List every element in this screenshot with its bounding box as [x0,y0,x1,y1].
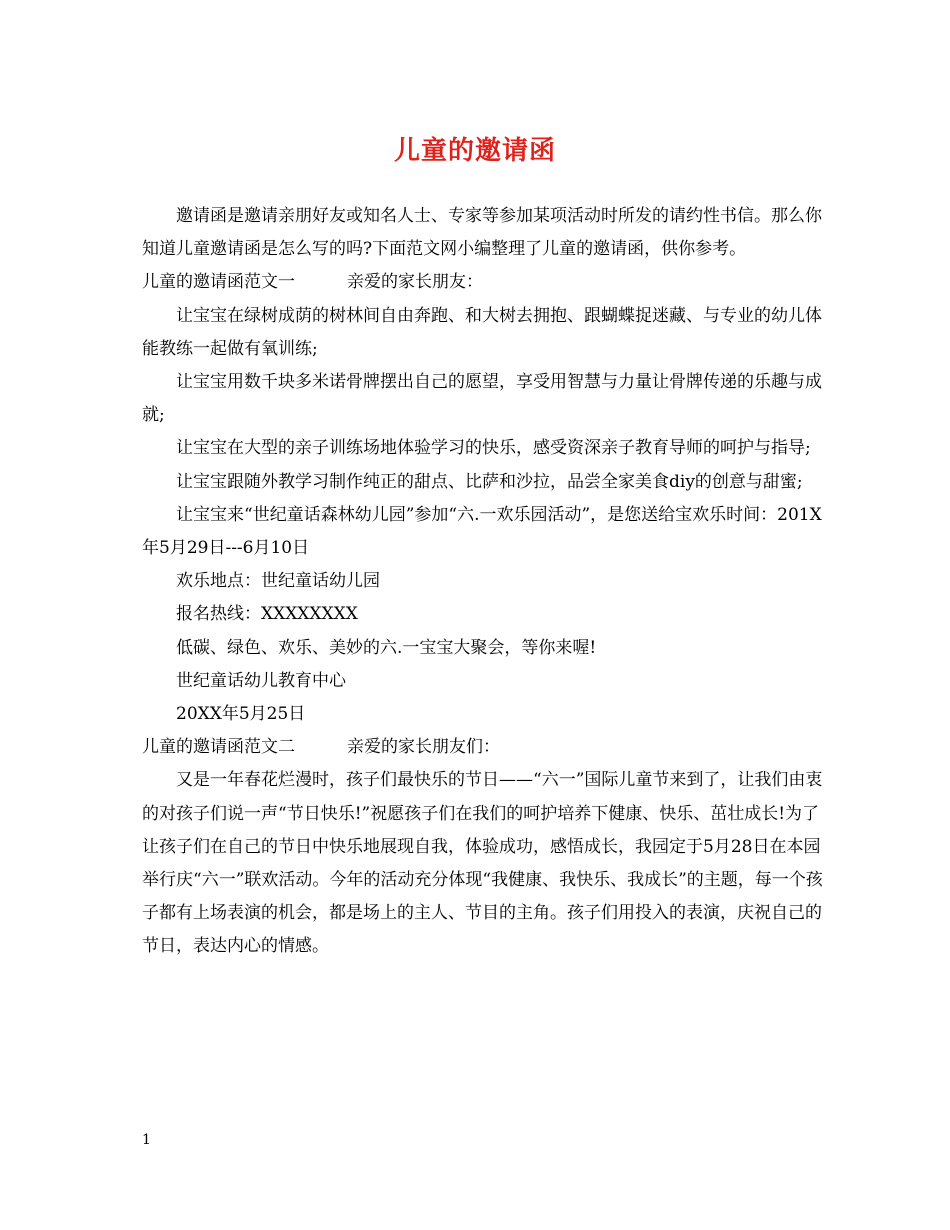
registration-hotline: 报名热线：XXXXXXXX [176,604,358,625]
sample1-paragraph: 让宝宝跟随外教学习制作纯正的甜点、比萨和沙拉，品尝全家美食diy的创意与甜蜜; [176,471,803,492]
sample1-paragraph: 让宝宝用数千块多米诺骨牌摆出自己的愿望，享受用智慧与力量让骨牌传递的乐趣与成就; [142,372,822,426]
sample1-slogan: 低碳、绿色、欢乐、美妙的六.一宝宝大聚会，等你来喔! [176,637,597,658]
sample1-salutation: 亲爱的家长朋友： [347,272,483,293]
sample1-date: 20XX年5月25日 [176,704,306,725]
event-location: 欢乐地点：世纪童话幼儿园 [176,571,380,592]
sample2-heading-line [142,731,832,764]
document-title: 儿童的邀请函 [393,136,556,166]
sample1-paragraph: 让宝宝来“世纪童话森林幼儿园”参加“六.一欢乐园活动”，是您送给宝欢乐时间：201X年5月29日---6月10日 [142,504,822,559]
sample2-paragraph: 又是一年春花烂漫时，孩子们最快乐的节日——“六一”国际儿童节来到了，让我们由衷的对孩子们说一声“节日快乐!”祝愿孩子们在我们的呵护培养下健康、快乐、茁壮成长!为了让孩子们在自己的节日中快乐地展现自我，体验成功，感悟成长，我园定于5月28日在本园举行庆“六一”联欢活动。今年的活动充分体现“我健康、我快乐、我成长”的主题，每一个孩子都有上场表演的机会，都是场上的主人、节目的主角。孩子们用投入的表演，庆祝自己的节日，表达内心的情感。 [142,770,823,957]
sample2-heading: 儿童的邀请函范文二 [142,737,295,758]
document-body [142,200,832,964]
sample1-paragraph: 让宝宝在绿树成荫的树林间自由奔跑、和大树去拥抱、跟蝴蝶捉迷藏、与专业的幼儿体能教练一起做有氧训练; [142,305,822,359]
sample1-heading: 儿童的邀请函范文一 [142,272,295,293]
intro-paragraph: 邀请函是邀请亲朋好友或知名人士、专家等参加某项活动时所发的请约性书信。那么你知道儿童邀请函是怎么写的吗?下面范文网小编整理了儿童的邀请函，供你参考。 [142,206,822,260]
sample1-heading-line [142,266,832,299]
page-number: 1 [142,1132,151,1148]
sample1-paragraph: 让宝宝在大型的亲子训练场地体验学习的快乐，感受资深亲子教育导师的呵护与指导; [176,438,811,459]
sample1-signature: 世纪童话幼儿教育中心 [176,670,346,691]
sample2-salutation: 亲爱的家长朋友们： [347,737,500,758]
